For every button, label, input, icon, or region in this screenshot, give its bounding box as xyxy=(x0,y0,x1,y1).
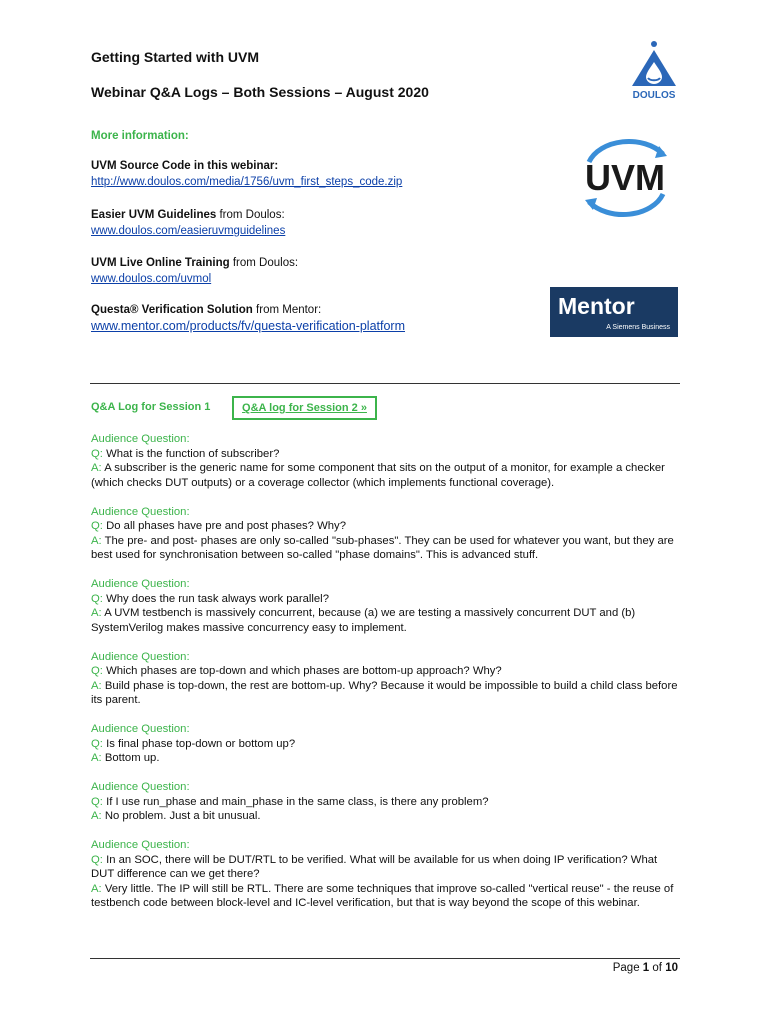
answer-text: The pre- and post- phases are only so-called "sub-phases". They can be used for whatever you want, but they are best used for synchronisation between so-called "phase domains". This is advanced stuff. xyxy=(91,534,674,561)
audience-question-label: Audience Question: xyxy=(91,723,190,735)
doulos-logo xyxy=(626,40,682,102)
qa-item: Audience Question: Q: Do all phases have pre and post phases? Why? A: The pre- and post- phases are only so-called "sub-phases". They can be used for whatever you want, but they are best used for synchronisation between so-called "phase domains". This is advanced stuff. xyxy=(91,505,681,563)
audience-question-label: Audience Question: xyxy=(91,433,190,445)
resource-link[interactable]: http://www.doulos.com/media/1756/uvm_first_steps_code.zip xyxy=(91,176,403,188)
question-text: If I use run_phase and main_phase in the same class, is there any problem? xyxy=(106,795,489,808)
answer-text: Build phase is top-down, the rest are bottom-up. Why? Because it would be impossible to build a child class before its parent. xyxy=(91,679,678,706)
resource-title: UVM Live Online Training xyxy=(91,257,230,269)
qa-list xyxy=(91,432,681,925)
qa-item: Audience Question: Q: Which phases are top-down and which phases are bottom-up approach? Why? A: Build phase is top-down, the rest are bottom-up. Why? Because it would be impossible to build a child class before its parent. xyxy=(91,650,681,708)
resource-uvm-source xyxy=(91,158,402,190)
mentor-logo xyxy=(550,287,678,337)
question-text: Is final phase top-down or bottom up? xyxy=(106,737,296,750)
answer-text: A UVM testbench is massively concurrent, because (a) we are testing a massively concurrent DUT and (b) SystemVerilog makes massive concurrency easy to implement. xyxy=(91,607,636,634)
resource-link[interactable]: www.doulos.com/easieruvmguidelines xyxy=(91,225,286,237)
qa-item: Audience Question: Q: In an SOC, there will be DUT/RTL to be verified. What will be available for us when doing IP verification? What DUT difference can we get there? A: Very little. The IP will still be RTL. There are some techniques that improve so-called "vertical reuse" - the reuse of testbench code between block-level and IC-level verification, but that is way beyond the scope of this webinar. xyxy=(91,838,681,911)
document-subtitle: Webinar Q&A Logs – Both Sessions – August 2020 xyxy=(91,84,429,100)
resource-title: Questa® Verification Solution xyxy=(91,304,253,316)
resource-link[interactable]: www.mentor.com/products/fv/questa-verification-platform xyxy=(91,319,406,333)
uvm-logo xyxy=(567,132,683,222)
qa-item: Audience Question: Q: What is the function of subscriber? A: A subscriber is the generic name for some component that sits on the output of a monitor, for example a checker (which checks DUT outputs) or a coverage collector (which implements functional coverage). xyxy=(91,432,681,490)
audience-question-label: Audience Question: xyxy=(91,650,190,663)
uvm-logo-text: UVM xyxy=(585,157,665,198)
answer-text: No problem. Just a bit unusual. xyxy=(104,810,261,822)
footer-divider xyxy=(90,958,680,959)
qa-item: Audience Question: Q: Why does the run task always work parallel? A: A UVM testbench is massively concurrent, because (a) we are testing a massively concurrent DUT and (b) SystemVerilog makes massive concurrency easy to implement. xyxy=(91,577,681,635)
question-text: Why does the run task always work parallel? xyxy=(106,592,329,605)
audience-question-label: Audience Question: xyxy=(91,781,190,793)
question-text: In an SOC, there will be DUT/RTL to be verified. What will be available for us when doing IP verification? What DUT difference can we get there? xyxy=(91,853,658,880)
doulos-logo-text: DOULOS xyxy=(632,90,676,101)
page-number: Page 1 of 10 xyxy=(612,962,678,974)
question-text: Which phases are top-down and which phases are bottom-up approach? Why? xyxy=(106,665,502,677)
question-text: What is the function of subscriber? xyxy=(106,447,280,460)
answer-text: Very little. The IP will still be RTL. There are some techniques that improve so-called "vertical reuse" - the reuse of testbench code between block-level and IC-level verification, but that is way beyond the scope of this webinar. xyxy=(91,882,674,909)
resource-easier-uvm: Easier UVM Guidelines from Doulos: www.doulos.com/easieruvmguidelines xyxy=(91,209,286,237)
qa-item: Audience Question: Q: Is final phase top-down or bottom up? A: Bottom up. xyxy=(91,722,681,766)
mentor-logo-tagline: A Siemens Business xyxy=(606,324,670,331)
section-divider xyxy=(90,383,680,384)
answer-text: Bottom up. xyxy=(104,752,160,764)
session1-label: Q&A Log for Session 1 xyxy=(91,401,211,413)
session2-button[interactable]: Q&A log for Session 2 » xyxy=(232,396,377,420)
resource-title: UVM Source Code in this webinar: xyxy=(91,160,279,172)
resource-title: Easier UVM Guidelines xyxy=(91,209,217,221)
qa-item: Audience Question: Q: If I use run_phase and main_phase in the same class, is there any problem? A: No problem. Just a bit unusual. xyxy=(91,780,681,824)
audience-question-label: Audience Question: xyxy=(91,839,190,851)
resource-link[interactable]: www.doulos.com/uvmol xyxy=(91,273,212,285)
resource-uvm-training: UVM Live Online Training from Doulos: www.doulos.com/uvmol xyxy=(91,257,299,285)
more-info-heading: More information: xyxy=(91,130,189,142)
audience-question-label: Audience Question: xyxy=(91,578,190,590)
resource-questa: Questa® Verification Solution from Mentor: www.mentor.com/products/fv/questa-verification-platform xyxy=(91,304,406,333)
mentor-logo-text: Mentor xyxy=(558,293,635,319)
answer-text: A subscriber is the generic name for some component that sits on the output of a monitor, for example a checker (which checks DUT outputs) or a coverage collector (which implements functional coverage). xyxy=(91,462,665,489)
question-text: Do all phases have pre and post phases? Why? xyxy=(106,520,346,532)
audience-question-label: Audience Question: xyxy=(91,505,190,518)
document-title: Getting Started with UVM xyxy=(91,49,259,65)
